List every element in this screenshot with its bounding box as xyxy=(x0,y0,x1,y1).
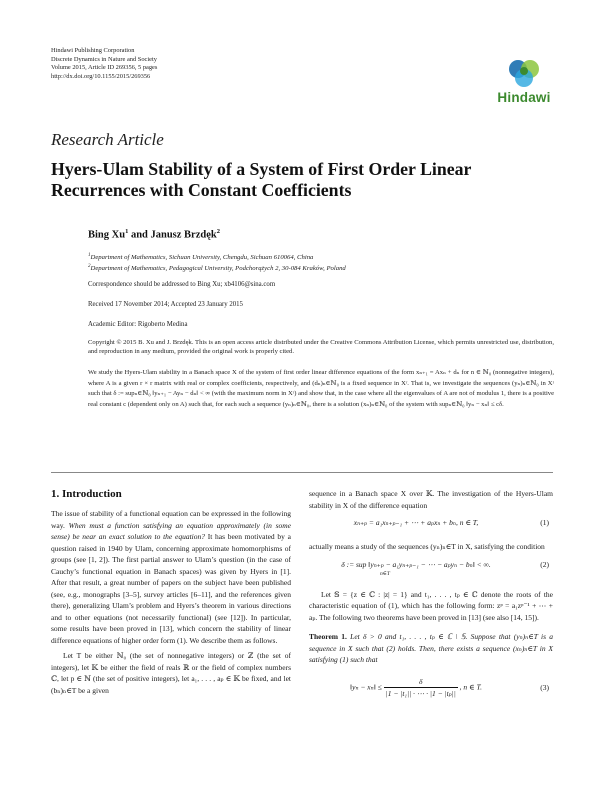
hindawi-logo-mark-icon xyxy=(494,57,554,91)
author-2: Janusz Brzdęk xyxy=(150,229,217,241)
equation-3-denominator: |1 − |t₁|| · ⋯ · |1 − |tₚ|| xyxy=(385,689,456,698)
hindawi-logo-text: Hindawi xyxy=(497,90,551,105)
author-and: and xyxy=(128,229,151,241)
journal-header xyxy=(51,47,157,81)
equation-1-number: (1) xyxy=(540,518,549,527)
equation-3-rhs: , n ∈ T. xyxy=(459,682,482,692)
header-doi: http://dx.doi.org/10.1155/2015/269356 xyxy=(51,72,151,80)
equation-3 xyxy=(309,672,553,702)
section-divider xyxy=(51,472,553,473)
author-1: Bing Xu xyxy=(88,229,126,241)
hindawi-logo xyxy=(494,57,554,109)
intro-p1-part-c: It has been motivated by a question raised in 1940 by Ulam, concerning approximate homomorphisms of groups (see [1, 2]). The first partial answer to Ulam’s question (in the case of Cauchy’s functional equation in Banach spaces) was given by Hyers in [1]. After that result, a great number of papers on the subject have been published (see, e.g., monographs [3–5], survey articles [6–11], and the references given there), generalizing Ulam’s problem and Hyers’s theorem in various directions and to other equations (not necessarily functional) (see [12]). In particular, some results have been proved in [13], which concern the stability of linear difference equations of higher order form (1). We describe them as follows. xyxy=(51,532,291,645)
equation-2-number: (2) xyxy=(540,559,549,569)
equation-1-body: xₙ₊ₚ = a₁xₙ₊ₚ₋₁ + ⋯ + aₚxₙ + bₙ, n ∈ T, xyxy=(353,518,479,527)
right-column xyxy=(309,488,553,702)
intro-p1-question: When must a function satisfying an equation approximately (in some sense) be near an exact solution to the equation? xyxy=(51,520,291,541)
affiliation-2-sup: 2 xyxy=(88,264,91,269)
right-paragraph-3: Let 𝕊 = {z ∈ ℂ : |z| = 1} and t₁, . . . , tₚ ∈ ℂ denote the roots of the characteristic equation of (1), which has the following form: zᵖ = a₁zᵖ⁻¹ + ⋯ + aₚ. The following two theorems have been proved in [13] (see also [14, 15]). xyxy=(309,589,553,622)
affiliation-1-sup: 1 xyxy=(88,253,91,258)
right-paragraph-2: actually means a study of the sequences (yₙ)ₙ∈T in X, satisfying the condition xyxy=(309,542,545,551)
academic-editor: Academic Editor: Rigoberto Medina xyxy=(88,321,188,328)
header-volume: Volume 2015, Article ID 269356, 5 pages xyxy=(51,64,158,72)
equation-1 xyxy=(309,517,553,539)
equation-3-fraction xyxy=(384,676,458,700)
copyright-notice: Copyright © 2015 B. Xu and J. Brzdęk. This is an open access article distributed under the Creative Commons Attribution License, which permits unrestricted use, distribution, and reproduction in any medium, provided the original work is properly cited. xyxy=(88,339,554,356)
correspondence: Correspondence should be addressed to Bing Xu; xb4106@sina.com xyxy=(88,281,276,288)
article-type: Research Article xyxy=(51,130,164,149)
right-paragraph-1: sequence in a Banach space X over 𝕂. The investigation of the Hyers-Ulam stability in X of the difference equation xyxy=(309,489,553,510)
theorem-1 xyxy=(309,631,553,666)
intro-paragraph-2: Let T be either ℕ₀ (the set of nonnegative integers) or ℤ (the set of integers), let 𝕂 be either the field of reals ℝ or the field of complex numbers ℂ, let p ∈ ℕ (the set of positive integers), let a₁, . . . , aₚ ∈ 𝕂 be fixed, and let (bₙ)ₙ∈T be a given xyxy=(51,651,291,695)
paper-title: Hyers-Ulam Stability of a System of First Order Linear Recurrences with Constant Coefficients xyxy=(51,159,472,200)
affiliation-2-text: Department of Mathematics, Pedagogical University, Podchorążych 2, 30-084 Kraków, Poland xyxy=(90,265,346,273)
theorem-1-text: Let δ > 0 and t₁, . . . , tₚ ∈ ℂ \ 𝕊. Suppose that (yₙ)ₙ∈T is a sequence in X such that (2) holds. Then, there exists a sequence (xₙ)ₙ∈T in X satisfying (1) such that xyxy=(309,632,553,664)
equation-2 xyxy=(309,559,553,587)
equation-3-number: (3) xyxy=(540,682,549,692)
abstract: We study the Hyers-Ulam stability in a Banach space X of the system of first order linear difference equations of the form xₙ₊₁ = Axₙ + dₙ for n ∈ ℕ₀ (nonnegative integers), where A is a given r × r matrix with real or complex coefficients, respectively, and (dₙ)ₙ∈ℕ₀ is a fixed sequence in Xʳ. That is, we investigate the sequences (yₙ)ₙ∈ℕ₀ in Xʳ such that δ := supₙ∈ℕ₀ ‖yₙ₊₁ − Ayₙ − dₙ‖ < ∞ (with the maximum norm in Xʳ) and show that, in the case where all the eigenvalues of A are not of modulus 1, there is a positive real constant c (dependent only on A) such that, for each such a sequence (yₙ)ₙ∈ℕ₀, there is a solution (xₙ)ₙ∈ℕ₀ of the system with supₙ∈ℕ₀ ‖yₙ − xₙ‖ ≤ cδ. xyxy=(88,369,554,408)
author-list xyxy=(88,228,220,241)
left-column xyxy=(51,508,291,696)
equation-2-body: δ := sup ‖yₙ₊ₚ − a₁yₙ₊ₚ₋₁ − ⋯ − aₚyₙ − bₙ‖ < ∞. xyxy=(341,559,491,569)
theorem-1-label: Theorem 1. xyxy=(309,632,347,641)
equation-3-numerator: δ xyxy=(384,676,458,689)
header-journal: Discrete Dynamics in Nature and Society xyxy=(51,55,157,63)
section-heading: 1. Introduction xyxy=(51,488,122,500)
author-1-sup: 1 xyxy=(125,228,129,235)
received-dates: Received 17 November 2014; Accepted 23 January 2015 xyxy=(88,301,243,308)
affiliation-1-text: Department of Mathematics, Sichuan University, Chengdu, Sichuan 610064, China xyxy=(90,254,314,262)
equation-3-body xyxy=(309,676,523,700)
equation-2-subscript: n∈T xyxy=(380,570,390,577)
equation-3-lhs: ‖yₙ − xₙ‖ ≤ xyxy=(350,682,382,692)
intro-p1-part-a: The issue of stability of a functional equation can be expressed in the following way. xyxy=(51,509,291,530)
affiliation-1 xyxy=(88,251,313,262)
author-2-sup: 2 xyxy=(216,228,220,235)
affiliation-2 xyxy=(88,262,346,273)
header-publisher: Hindawi Publishing Corporation xyxy=(51,47,135,54)
